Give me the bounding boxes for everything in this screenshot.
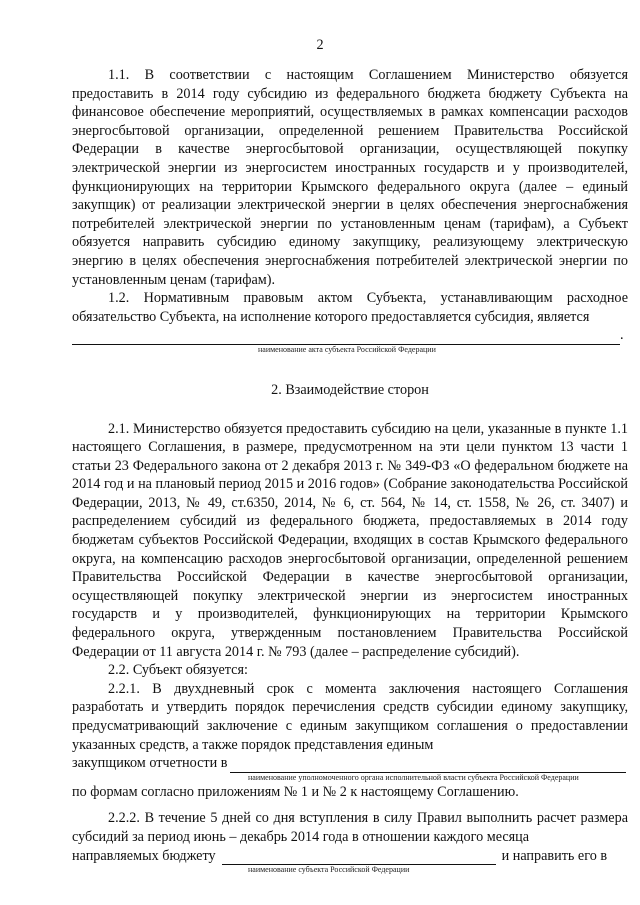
clause-1-1: 1.1. В соответствии с настоящим Соглашением Министерство обязуется предоставить в 2014 году субсидию из федерального бюджета бюджету Субъекта на финансовое обеспечение мероприятий, осуществляемых в рамках компенсации расходов энергосбытовой организации, определенной решением Правительства Российской Федерации в качестве энергосбытовой организации, осуществляющей покупку электрической энергии из энергосистем иностранных государств и у производителей, функционирующих на территории Крымского федерального округа (далее – единый закупщик) от реализации электрической энергии в целях обеспечения энергоснабжения потребителей электрической энергии по установленным ценам (тарифам), а Субъект обязуется направить субсидию единому закупщику, реализующему электрическую энергию в целях обеспечения энергоснабжения потребителей электрической энергии по установленным ценам (тарифам).	[72, 67, 628, 288]
clause-2-1: 2.1. Министерство обязуется предоставить субсидию на цели, указанные в пункте 1.1 настоящего Соглашения, в размере, предусмотренном на эти цели пунктом 13 части 1 статьи 23 Федерального закона от 2 декабря 2013 г. № 349-ФЗ «О федеральном бюджете на 2014 год и на плановый период 2015 и 2016 годов» (Собрание законодательства Российской Федерации, 2013, № 49, ст.6350, 2014, № 6, ст. 564, № 14, ст. 1558, № 26, ст. 3407) и распределением субсидий из федерального бюджета, предоставляемых в 2014 году бюджетам субъектов Российской Федерации, входящих в состав Крымского федерального округа, на компенсацию расходов энергосбытовой организации, определенной решением Правительства Российской Федерации в качестве энергосбытовой организации, осуществляющей покупку электрической энергии из энергосистем иностранных государств и у производителей, функционирующих на территории Крымского федерального округа, утвержденным постановлением Правительства Российской Федерации от 11 августа 2014 г. № 793 (далее – распределение субсидий).	[72, 420, 628, 660]
authority-name-blank-line	[230, 758, 626, 773]
clause-1-2-period: .	[620, 327, 624, 344]
subject-name-caption: наименование субъекта Российской Федерации	[248, 865, 410, 875]
page-number: 2	[316, 37, 324, 53]
clause-2-2-1-continuation: по формам согласно приложениям № 1 и № 2 к настоящему Соглашению.	[72, 783, 519, 800]
act-name-blank-line	[72, 330, 620, 345]
clause-2-2-1-blank-row	[72, 754, 628, 773]
subject-name-blank-line	[222, 850, 496, 865]
document-body	[72, 66, 628, 875]
clause-1-2-blank-row	[72, 326, 628, 345]
clause-2-2-2-line-start: направляемых бюджету	[72, 847, 216, 864]
clause-2-2-2: 2.2.2. В течение 5 дней со дня вступления в силу Правил выполнить расчет размера субсидий за период июнь – декабрь 2014 года в отношении каждого месяца	[72, 810, 628, 845]
act-name-caption: наименование акта субъекта Российской Федерации	[258, 344, 436, 354]
clause-1-2: 1.2. Нормативным правовым актом Субъекта, устанавливающим расходное обязательство Субъекта, на исполнение которого предоставляется субсидия, является	[72, 290, 628, 325]
clause-2-2-1: 2.2.1. В двухдневный срок с момента заключения настоящего Соглашения разработать и утвердить порядок перечисления средств субсидии единому закупщику, предусматривающий заключение с единым закупщиком соглашения о предоставлении указанных средств, а также порядок представления единым	[72, 680, 628, 753]
section-2-heading: 2. Взаимодействие сторон	[271, 381, 429, 398]
clause-2-2-2-blank-row	[72, 847, 628, 866]
authority-name-caption: наименование уполномоченного органа исполнительной власти субъекта Российской Федерации	[248, 772, 579, 782]
clause-2-2-1-last-line: закупщиком отчетности в	[72, 755, 228, 772]
clause-2-2: 2.2. Субъект обязуется:	[108, 662, 248, 679]
clause-2-2-2-line-end: и направить его в	[501, 847, 608, 864]
